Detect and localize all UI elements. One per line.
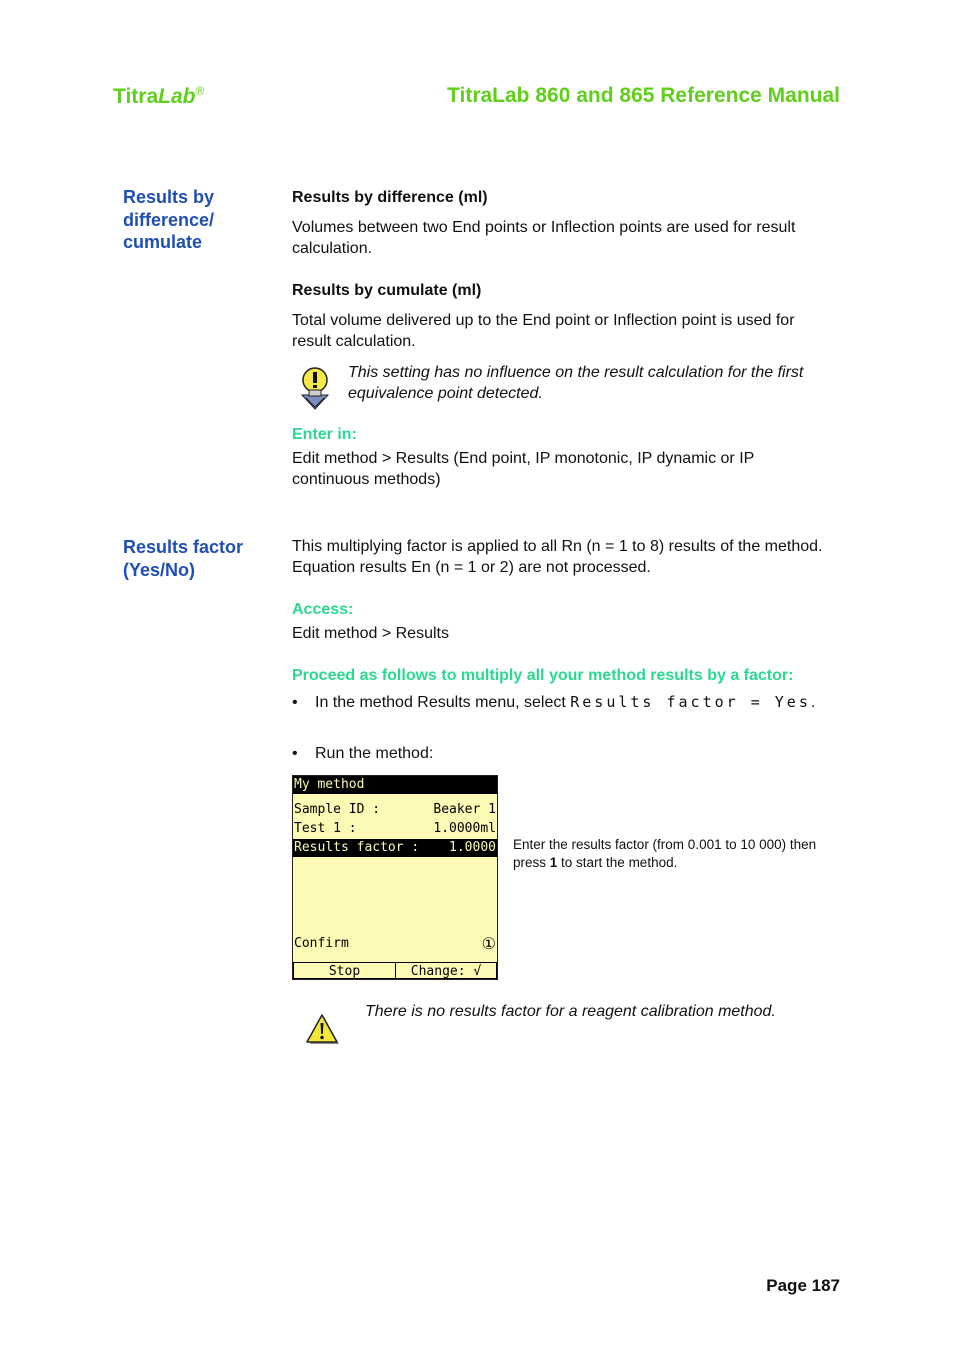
test-value: 1.0000ml	[433, 821, 496, 836]
warning-triangle-icon	[305, 1013, 341, 1047]
caption-key: 1	[549, 855, 558, 870]
instrument-screen	[292, 775, 498, 980]
warning-no-results-factor: There is no results factor for a reagent calibration method.	[365, 1003, 776, 1020]
test-label: Test 1 :	[294, 821, 357, 836]
section-title-results-by-difference: Results by difference/ cumulate	[123, 187, 215, 252]
caption-text-end: to start the method.	[557, 855, 678, 870]
access-label: Access:	[292, 601, 354, 618]
screen-row-results-factor[interactable]	[293, 839, 497, 857]
bullet-select-results-factor	[292, 692, 832, 736]
page-number: Page 187	[766, 1276, 840, 1295]
paragraph-difference: Volumes between two End points or Inflection points are used for result calculation.	[292, 219, 796, 257]
change-softkey[interactable]: Change: √	[395, 962, 497, 979]
caption-text: Enter the results factor (from 0.001 to 10 000) then press	[513, 837, 817, 870]
sample-id-label: Sample ID :	[294, 802, 381, 817]
screen-caption	[513, 836, 823, 872]
info-lightbulb-icon	[298, 365, 332, 411]
bullet1-text: In the method Results menu, select	[315, 694, 571, 711]
results-factor-value[interactable]: 1.0000	[449, 840, 496, 855]
bullet-run-method	[292, 743, 832, 765]
note-no-influence: This setting has no influence on the result calculation for the first equivalence point detected.	[348, 364, 804, 402]
screen-title-bar	[293, 776, 497, 794]
registered-mark: ®	[195, 84, 205, 98]
brand-logo	[113, 84, 204, 109]
bullet-dot: •	[292, 745, 298, 762]
screen-title: My method	[294, 777, 365, 792]
screen-row-confirm	[293, 935, 497, 953]
bullet2-text: Run the method:	[315, 745, 434, 762]
stop-softkey[interactable]: Stop	[293, 962, 396, 979]
access-path: Edit method > Results	[292, 625, 449, 642]
section-title-results-factor: Results factor (Yes/No)	[123, 537, 244, 580]
results-factor-label: Results factor :	[294, 840, 420, 855]
screen-softkeys	[293, 962, 497, 979]
enter-in-label: Enter in:	[292, 426, 357, 443]
manual-title: TitraLab 860 and 865 Reference Manual	[447, 84, 840, 107]
subheading-cumulate: Results by cumulate (ml)	[292, 282, 482, 299]
brand-suffix: Lab	[158, 85, 196, 108]
screen-row-test	[293, 820, 497, 838]
proceed-label: Proceed as follows to multiply all your method results by a factor:	[292, 667, 794, 684]
brand-prefix: Titra	[113, 85, 159, 108]
bullet1-end: .	[810, 694, 816, 711]
screen-row-sample-id	[293, 801, 497, 819]
enter-in-path: Edit method > Results (End point, IP monotonic, IP dynamic or IP continuous methods)	[292, 450, 755, 488]
confirm-label: Confirm	[294, 936, 349, 951]
key-one-icon: ①	[481, 934, 496, 953]
menu-option-code: Results factor = Yes	[570, 693, 811, 711]
bullet-dot: •	[292, 694, 298, 711]
subheading-difference: Results by difference (ml)	[292, 189, 488, 206]
paragraph-cumulate: Total volume delivered up to the End point or Inflection point is used for result calculation.	[292, 312, 795, 350]
sample-id-value: Beaker 1	[433, 802, 496, 817]
paragraph-factor-intro: This multiplying factor is applied to all Rn (n = 1 to 8) results of the method. Equation results En (n = 1 or 2) are not processed.	[292, 538, 823, 576]
